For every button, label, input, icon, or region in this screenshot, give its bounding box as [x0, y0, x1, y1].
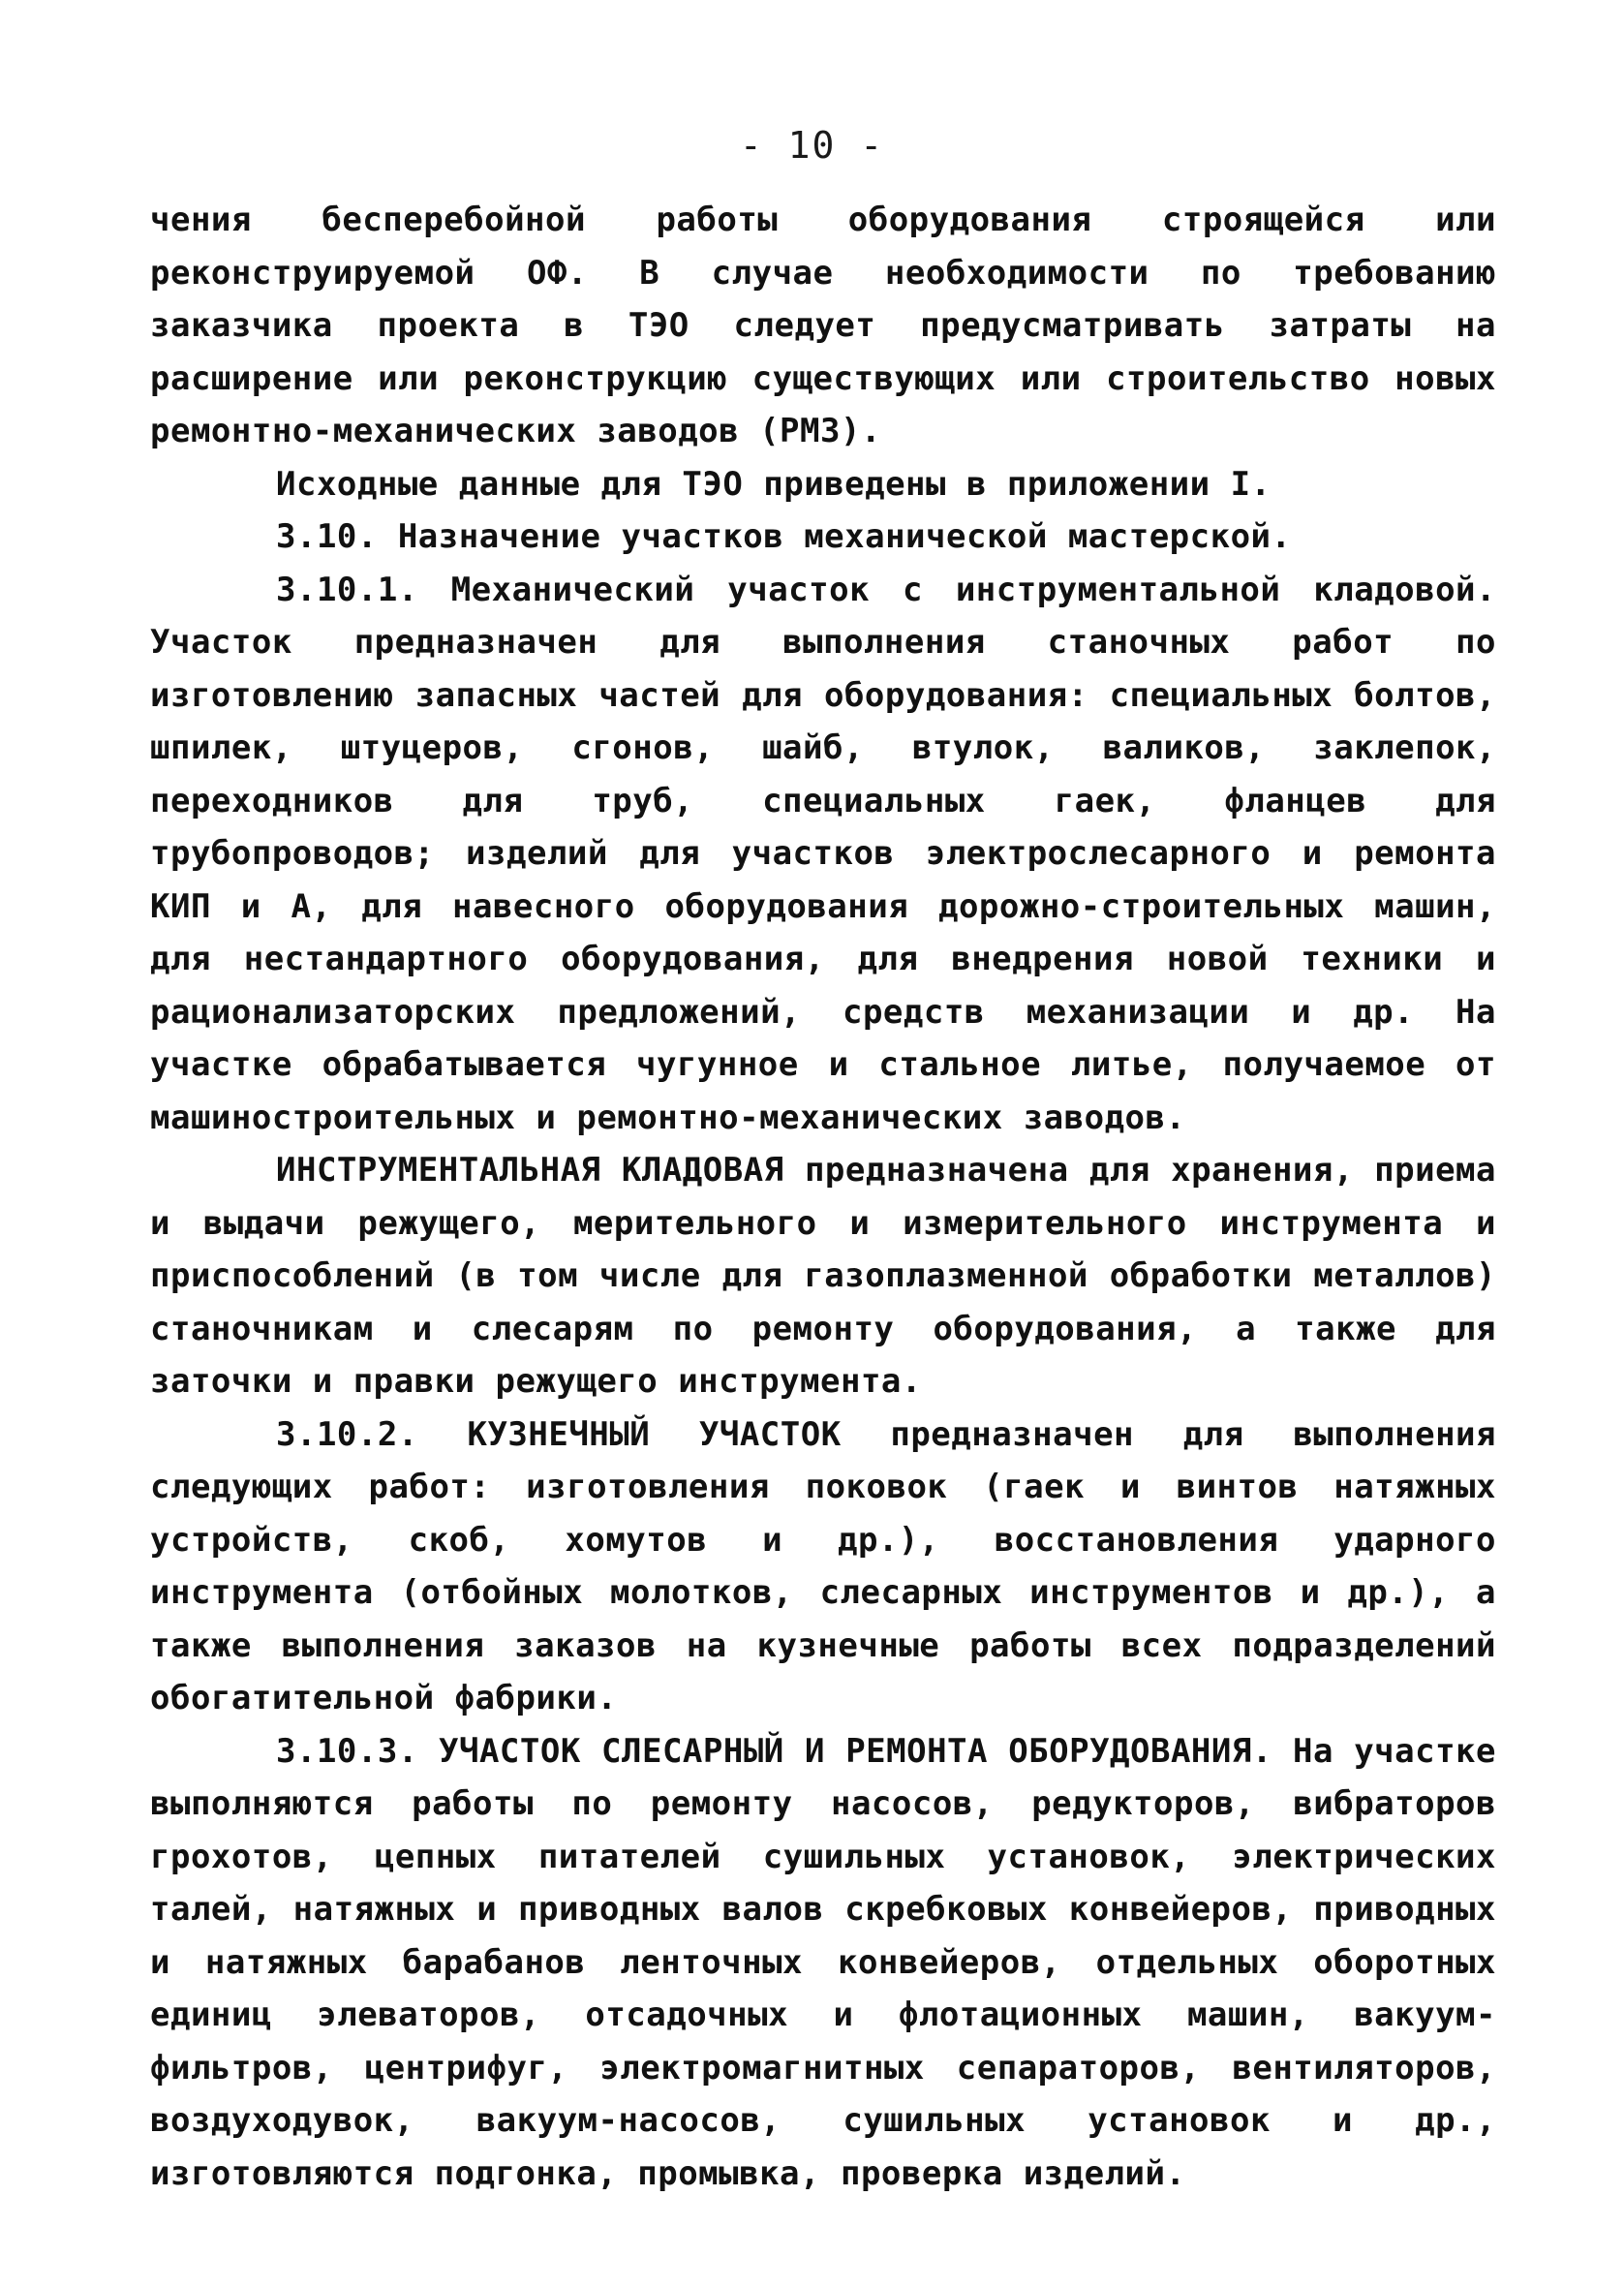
paragraph-continuation: чения бесперебойной работы оборудования строящейся или реконструируемой ОФ. В случае необходимости по требованию заказчика проекта в ТЭО следует предусматривать затраты на расширение или реконструкцию существующих или строительство новых ремонтно-механических заводов (РМЗ).: [150, 201, 1496, 450]
paragraph-forge-section: 3.10.2. КУЗНЕЧНЫЙ УЧАСТОК предназначен для выполнения следующих работ: изготовления поковок (гаек и винтов натяжных устройств, скоб, хомутов и др.), восстановления ударного инструмента (отбойных молотков, слесарных инструментов и др.), а также выполнения заказов на кузнечные работы всех подразделений обогатительной фабрики.: [150, 1414, 1496, 1717]
paragraph-tool-storeroom: ИНСТРУМЕНТАЛЬНАЯ КЛАДОВАЯ предназначена для хранения, приема и выдачи режущего, мерительного и измерительного инструмента и приспособлений (в том числе для газоплазменной обработки металлов) станочникам и слесарям по ремонту оборудования, а также для заточки и правки режущего инструмента.: [150, 1151, 1496, 1401]
paragraph-mechanical-section: 3.10.1. Механический участок с инструментальной кладовой. Участок предназначен для выполнения станочных работ по изготовлению запасных частей для оборудования: специальных болтов, шпилек, штуцеров, сгонов, шайб, втулок, валиков, заклепок, переходников для труб, специальных гаек, фланцев для трубопроводов; изделий для участков электрослесарного и ремонта КИП и А, для навесного оборудования дорожно-строительных машин, для нестандартного оборудования, для внедрения новой техники и рационализаторских предложений, средств механизации и др. На участке обрабатывается чугунное и стальное литье, получаемое от машиностроительных и ремонтно-механических заводов.: [150, 570, 1496, 1137]
section-heading-3-10: 3.10. Назначение участков механической мастерской.: [276, 517, 1292, 556]
paragraph-fitting-repair-section: 3.10.3. УЧАСТОК СЛЕСАРНЫЙ И РЕМОНТА ОБОРУДОВАНИЯ. На участке выполняются работы по ремонту насосов, редукторов, вибраторов грохотов, цепных питателей сушильных установок, электрических талей, натяжных и приводных валов скребковых конвейеров, приводных и натяжных барабанов ленточных конвейеров, отдельных оборотных единиц элеваторов, отсадочных и флотационных машин, вакуум-фильтров, центрифуг, электромагнитных сепараторов, вентиляторов, воздуходувок, вакуум-насосов, сушильных установок и др., изготовляются подгонка, промывка, проверка изделий.: [150, 1731, 1496, 2193]
body-text: [150, 194, 1496, 2200]
page-number: - 10 -: [739, 124, 885, 167]
paragraph-source-data: Исходные данные для ТЭО приведены в приложении I.: [276, 464, 1272, 504]
